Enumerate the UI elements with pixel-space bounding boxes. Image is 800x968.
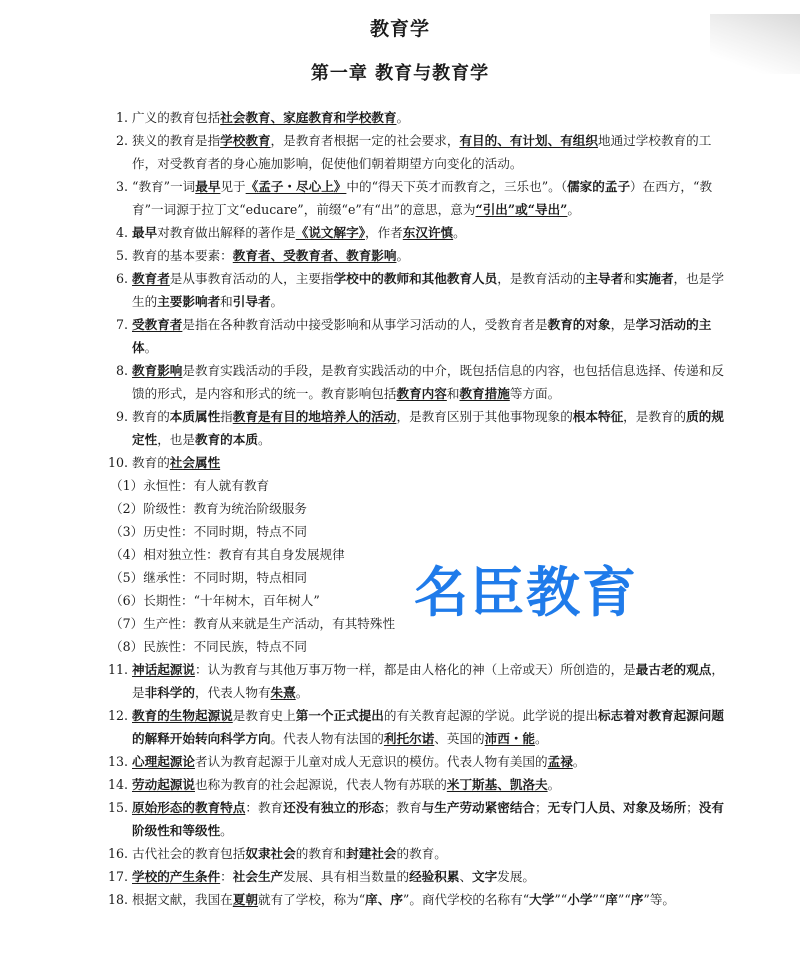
item-text: 最早对教育做出解释的著作是《说文解字》，作者东汉许慎。 [132,225,466,240]
item-number: 15. [107,800,128,815]
item-text: 古代社会的教育包括奴隶社会的教育和封建社会的教育。 [132,846,447,861]
item-number: 7. [115,317,128,332]
list-item [96,750,736,773]
item-text: 劳动起源说也称为教育的社会起源说，代表人物有苏联的米丁斯基、凯洛夫。 [132,777,561,792]
list-item [96,313,736,359]
item-text: （1）永恒性：有人就有教育 [110,478,270,493]
item-text: （4）相对独立性：教育有其自身发展规律 [110,547,345,562]
item-text: 原始形态的教育特点：教育还没有独立的形态；教育与生产劳动紧密结合；无专门人员、对象及场所；没有阶级性和等级性。 [132,800,724,838]
list-sub-item [96,474,736,497]
item-text: 狭义的教育是指学校教育，是教育者根据一定的社会要求，有目的、有计划、有组织地通过学校教育的工作，对受教育者的身心施加影响，促使他们朝着期望方向变化的活动。 [132,133,712,171]
item-number: 11. [107,662,128,677]
item-number: 9. [115,409,128,424]
list-item [96,129,736,175]
list-item [96,106,736,129]
item-number: 2. [115,133,128,148]
item-text: 神话起源说：认为教育与其他万事万物一样，都是由人格化的神（上帝或天）所创造的，是最古老的观点，是非科学的，代表人物有朱熹。 [132,662,724,700]
list-item [96,175,736,221]
item-number: 18. [107,892,128,907]
list-item [96,658,736,704]
item-text: 教育的社会属性 [132,455,221,470]
list-item [96,267,736,313]
item-text: （8）民族性：不同民族，特点不同 [110,639,307,654]
list-sub-item [96,635,736,658]
item-text: （3）历史性：不同时期，特点不同 [110,524,307,539]
list-item [96,796,736,842]
document-title: 教育学 [369,18,430,40]
item-number: 17. [107,869,128,884]
list-item [96,405,736,451]
item-text: 教育的本质属性指教育是有目的地培养人的活动，是教育区别于其他事物现象的根本特征，是教育的质的规定性，也是教育的本质。 [132,409,724,447]
item-text: 教育的生物起源说是教育史上第一个正式提出的有关教育起源的学说。此学说的提出标志着对教育起源问题的解释开始转向科学方向。代表人物有法国的利托尔诺、英国的沛西・能。 [132,708,724,746]
item-number: 14. [107,777,128,792]
list-item [96,888,736,911]
list-item [96,842,736,865]
list-item [96,359,736,405]
item-number: 12. [107,708,128,723]
watermark-text: 名臣教育 [414,561,638,624]
list-item [96,704,736,750]
item-number: 8. [115,363,128,378]
item-number: 16. [107,846,128,861]
numbered-note-list [96,106,736,911]
item-text: 教育影响是教育实践活动的手段，是教育实践活动的中介，既包括信息的内容，也包括信息选择、传递和反馈的形式，是内容和形式的统一。教育影响包括教育内容和教育措施等方面。 [132,363,724,401]
chapter-heading: 第一章 教育与教育学 [310,63,490,84]
list-item [96,865,736,888]
list-item [96,244,736,267]
list-sub-item [96,520,736,543]
item-number: 1. [115,110,128,125]
item-number: 10. [107,455,128,470]
item-text: 学校的产生条件：社会生产发展、具有相当数量的经验积累、文字发展。 [132,869,535,884]
item-text: 根据文献，我国在夏朝就有了学校，称为“庠、序”。商代学校的名称有“大学”“小学”“庠”“序”等。 [132,892,676,907]
item-text: （5）继承性：不同时期，特点相同 [110,570,307,585]
item-text: “教育”一词最早见于《孟子・尽心上》中的“得天下英才而教育之，三乐也”。（儒家的孟子）在西方，“教育”一词源于拉丁文“educare”，前缀“e”有“出”的意思，意为“引出”或“导出”。 [132,179,713,217]
item-text: 受教育者是指在各种教育活动中接受影响和从事学习活动的人，受教育者是教育的对象，是学习活动的主体。 [132,317,712,355]
item-text: （2）阶级性：教育为统治阶级服务 [110,501,307,516]
item-text: 教育者是从事教育活动的人，主要指学校中的教师和其他教育人员，是教育活动的主导者和实施者，也是学生的主要影响者和引导者。 [132,271,724,309]
item-text: 广义的教育包括社会教育、家庭教育和学校教育。 [132,110,410,125]
item-text: （7）生产性：教育从来就是生产活动，有其特殊性 [110,616,396,631]
page-corner-shadow [710,14,800,74]
list-item [96,451,736,474]
list-sub-item [96,497,736,520]
list-item [96,221,736,244]
item-text: （6）长期性：“十年树木，百年树人” [110,593,320,608]
item-text: 心理起源论者认为教育起源于儿童对成人无意识的模仿。代表人物有美国的孟禄。 [132,754,586,769]
item-number: 6. [115,271,128,286]
item-number: 13. [107,754,128,769]
item-text: 教育的基本要素：教育者、受教育者、教育影响。 [132,248,410,263]
list-item [96,773,736,796]
item-number: 3. [115,179,128,194]
item-number: 4. [115,225,128,240]
item-number: 5. [115,248,128,263]
